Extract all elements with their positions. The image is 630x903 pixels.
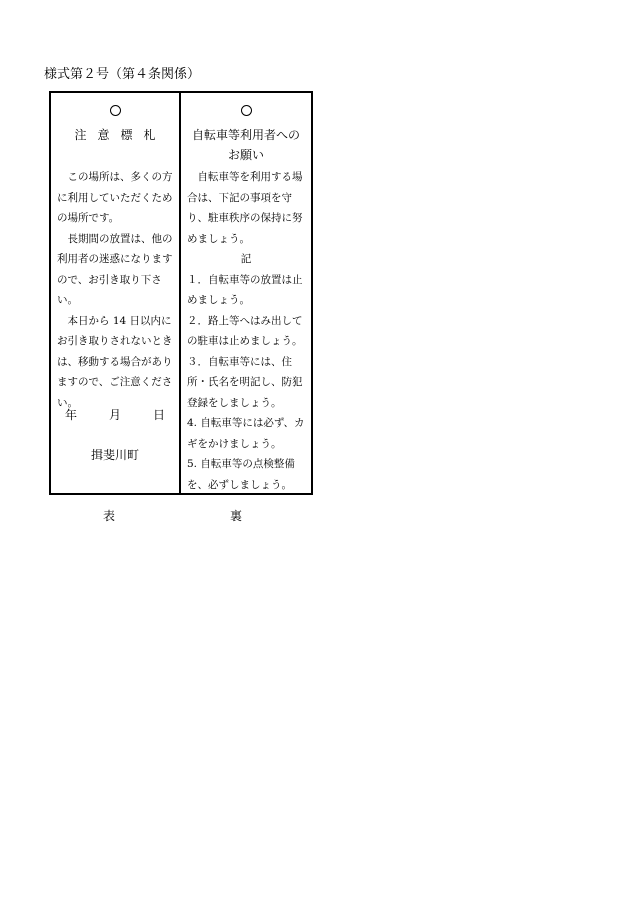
string-hole-back — [241, 105, 252, 116]
rule-item: ２．路上等へはみ出しての駐車は止めましょう。 — [187, 314, 303, 347]
rule-item: 5. 自転車等の点検整備を、必ずしましょう。 — [187, 458, 295, 491]
front-caption: 表 — [103, 509, 116, 523]
string-hole-front — [110, 105, 121, 116]
rule-item: ３．自転車等には、住所・氏名を明記し、防犯登録をしましょう。 — [187, 355, 303, 409]
back-panel — [181, 93, 311, 493]
back-title-line2: お願い — [227, 148, 264, 162]
front-title: 注意標札 — [74, 128, 167, 142]
front-paragraph: 長期間の放置は、他の利用者の迷惑になりますので、お引き取り下さい。 — [57, 232, 173, 306]
front-paragraph: 本日から 14 日以内にお引き取りされないときは、移動する場合がありますので、ご注意ください。 — [57, 314, 173, 409]
rule-item: １．自転車等の放置は止めましょう。 — [187, 273, 303, 306]
front-panel — [51, 93, 181, 493]
note-heading: 記 — [240, 253, 252, 265]
back-caption: 裏 — [230, 509, 243, 523]
back-intro: 自転車等を利用する場合は、下記の事項を守り、駐車秩序の保持に努めましょう。 — [187, 171, 303, 245]
date-day: 日 — [153, 408, 166, 422]
rule-item: 4. 自転車等には必ず、カギをかけましょう。 — [187, 417, 305, 450]
date-year: 年 — [64, 408, 77, 422]
back-title-line1: 自転車等利用者への — [191, 128, 300, 142]
notice-tag — [49, 91, 313, 495]
date-line — [51, 407, 179, 423]
front-paragraph: この場所は、多くの方に利用していただくための場所です。 — [57, 171, 173, 224]
issuer-town: 揖斐川町 — [90, 448, 139, 462]
date-month: 月 — [108, 408, 121, 422]
front-body — [57, 167, 173, 413]
back-body — [187, 167, 305, 495]
back-title — [181, 125, 311, 165]
form-heading: 様式第２号（第４条関係） — [44, 67, 201, 82]
